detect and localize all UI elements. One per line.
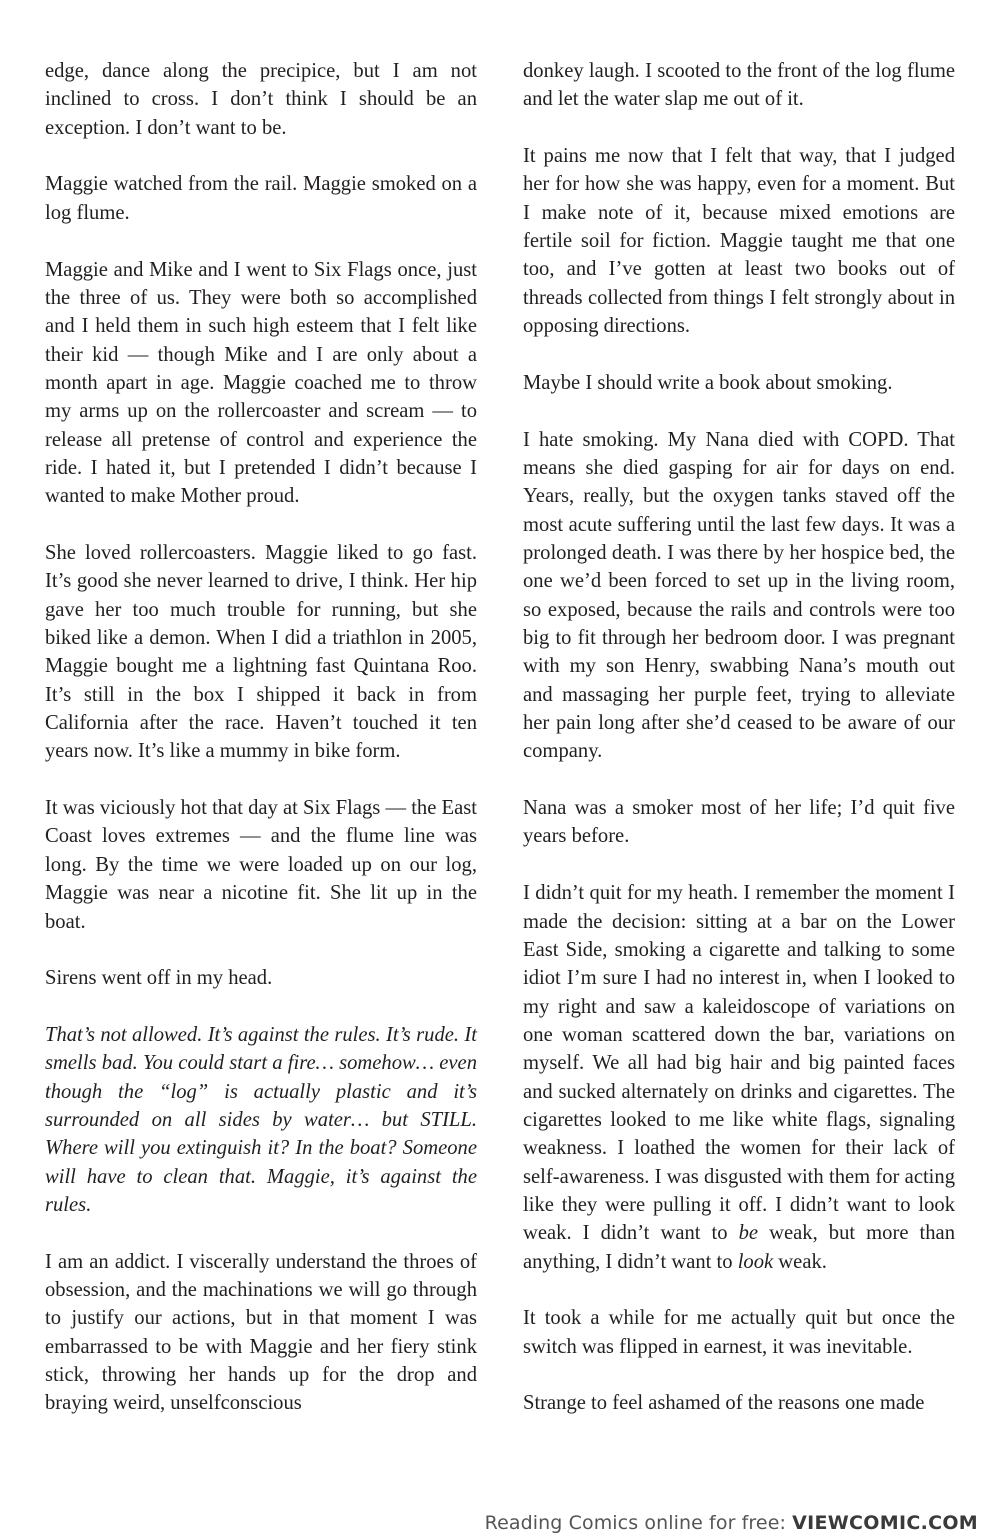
paragraph: It took a while for me actually quit but once the switch was flipped in earnest, it was inevitable. <box>523 1307 955 1358</box>
paragraph: Sirens went off in my head. <box>45 967 273 990</box>
emphasis-look: look <box>737 1250 774 1273</box>
paragraph: I am an addict. I viscerally understand the throes of obsession, and the machinations we will go through to justify our actions, but in that moment I was embarrassed to be with Maggie and her fiery stink stick, throwing her hands up for the drop and braying weird, unselfconscious <box>45 1250 477 1415</box>
paragraph-text: I didn’t quit for my heath. I remember the moment I made the decision: sitting at a bar on the Lower East Side, smoking a cigarette and talking to some idiot I’m sure I had no interest in, when I looked to my right and saw a kaleidoscope of variations on one woman scattered down the bar, variations on myself. We all had big hair and big painted faces and sucked alternately on drinks and cigarettes. The cigarettes looked to me like white flags, signaling weakness. I loathed the women for their lack of self-awareness. I was disgusted with them for acting like they were pulling it off. I didn’t want to look weak. I didn’t want to <box>523 882 955 1245</box>
right-text-column <box>523 57 955 1418</box>
paragraph: Maggie and Mike and I went to Six Flags once, just the three of us. They were both so accomplished and I held them in such high esteem that I felt like their kid — though Mike and I are only about a month apart in age. Maggie coached me to throw my arms up on the rollercoaster and scream — to release all pretense of control and experience the ride. I hated it, but I pretended I didn’t because I wanted to make Mother proud. <box>45 258 477 508</box>
paragraph: It pains me now that I felt that way, that I judged her for how she was happy, even for a moment. But I make note of it, because mixed emotions are fertile soil for fiction. Maggie taught me that one too, and I’ve gotten at least two books out of threads collected from things I felt strongly about in opposing directions. <box>523 145 955 338</box>
paragraph <box>523 879 955 1276</box>
footer-text: Reading Comics online for free: <box>484 1512 793 1534</box>
paragraph: Nana was a smoker most of her life; I’d quit five years before. <box>523 797 955 848</box>
watermark-footer <box>485 1512 978 1534</box>
paragraph-text: weak. <box>773 1250 827 1273</box>
paragraph: Strange to feel ashamed of the reasons one made <box>523 1392 925 1415</box>
paragraph: She loved rollercoasters. Maggie liked to go fast. It’s good she never learned to drive, I think. Her hip gave her too much trouble for running, but she biked like a demon. When I did a triathlon in 2005, Maggie bought me a lightning fast Quintana Roo. It’s still in the box I shipped it back in from California after the race. Haven’t touched it ten years now. It’s like a mummy in bike form. <box>45 541 477 763</box>
paragraph: It was viciously hot that day at Six Flags — the East Coast loves extremes — and the flume line was long. By the time we were loaded up on our log, Maggie was near a nicotine fit. She lit up in the boat. <box>45 797 477 933</box>
paragraph: I hate smoking. My Nana died with COPD. That means she died gasping for air for days on end. Years, really, but the oxygen tanks staved off the most acute suffering until the last few days. It was a prolonged death. I was there by her hospice bed, the one we’d been forced to set up in the living room, so exposed, because the rails and controls were too big to fit through her bedroom door. I was pregnant with my son Henry, swabbing Nana’s mouth out and massaging her purple feet, trying to alleviate her pain long after she’d ceased to be aware of our company. <box>523 428 955 763</box>
paragraph: Maybe I should write a book about smoking. <box>523 371 893 394</box>
paragraph: Maggie watched from the rail. Maggie smoked on a log flume. <box>45 173 477 224</box>
left-text-column <box>45 57 477 1418</box>
emphasis-be: be <box>738 1222 759 1245</box>
paragraph: donkey laugh. I scooted to the front of the log flume and let the water slap me out of it. <box>523 60 955 111</box>
paragraph-text: weak, but more than anything, I didn’t want to <box>523 1222 955 1273</box>
paragraph: edge, dance along the precipice, but I am not inclined to cross. I don’t think I should be an exception. I don’t want to be. <box>45 60 477 139</box>
footer-brand-link[interactable]: VIEWCOMIC.COM <box>792 1512 978 1534</box>
italic-thought-paragraph: That’s not allowed. It’s against the rules. It’s rude. It smells bad. You could start a fire… somehow… even though the “log” is actually plastic and it’s surrounded on all sides by water… but STILL. Where will you extinguish it? In the boat? Someone will have to clean that. Maggie, it’s against the rules. <box>45 1023 477 1217</box>
